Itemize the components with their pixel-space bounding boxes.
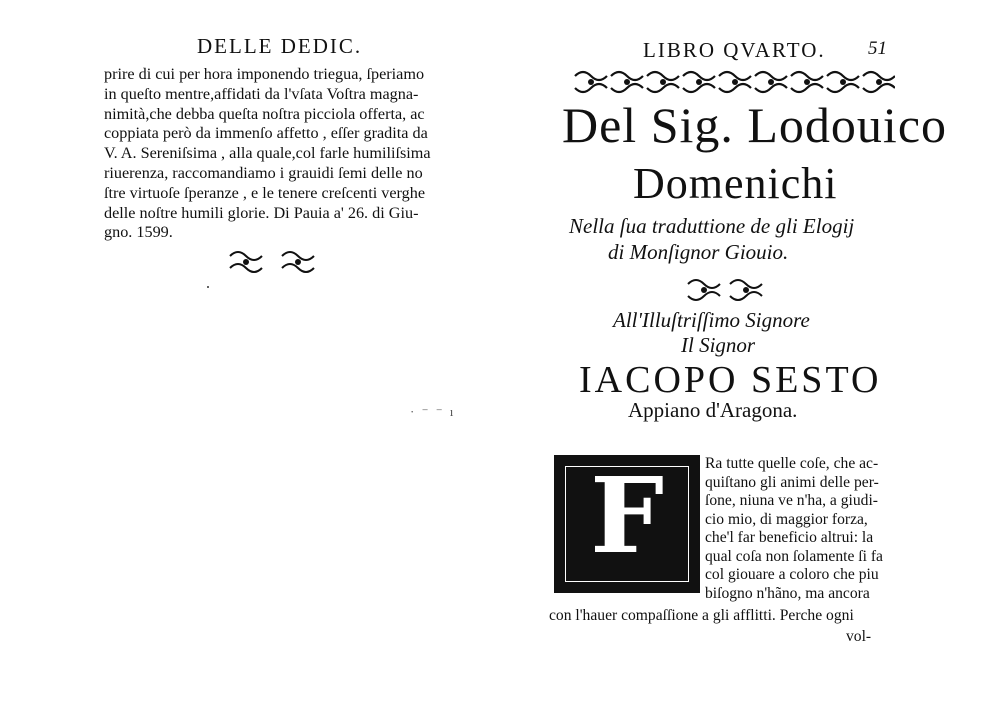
- text-line: gno. 1599.: [104, 223, 173, 242]
- paragraph-tail-line: con l'hauer compaſſione a gli afflitti. Perche ogni: [549, 607, 854, 624]
- stray-ink-dot: [207, 286, 209, 288]
- text-line: coppiata però da immenſo affetto , eſſer gradita da: [104, 124, 428, 143]
- page-number: 51: [868, 38, 887, 59]
- text-line: cio mio, di maggior forza,: [705, 510, 868, 528]
- opening-paragraph: [705, 455, 905, 603]
- subtitle-line-2: di Monſignor Giouio.: [608, 240, 789, 264]
- text-line: nimità,che debba queſta noſtra picciola offerta, ac: [104, 104, 425, 123]
- text-line: quiſtano gli animi delle per-: [705, 473, 879, 491]
- text-line: ſtre virtuoſe ſperanze , e le tenere creſcenti verghe: [104, 183, 426, 202]
- decorated-initial: [554, 455, 700, 593]
- text-line: V. A. Sereniſsima , alla quale,col farle humiliſsima: [104, 144, 431, 163]
- title-line-1: Del Sig. Lodouico: [562, 97, 948, 153]
- ornament-small-icon: [686, 274, 766, 304]
- subtitle-line-1: Nella ſua traduttione de gli Elogij: [569, 214, 855, 238]
- dedication-line-2: Il Signor: [681, 333, 756, 357]
- text-line: col giouare a coloro che piu: [705, 566, 879, 583]
- left-body-text: [104, 65, 452, 243]
- title-line-2: Domenichi: [633, 159, 838, 208]
- catchword: vol-: [846, 628, 872, 645]
- dedicatee-family: Appiano d'Aragona.: [628, 398, 798, 422]
- text-line: che'l far beneficio altrui: la: [705, 529, 874, 546]
- left-running-head: DELLE DEDIC.: [197, 34, 363, 58]
- text-line: in queſto mentre,affidati da l'vſata Voſtra magna-: [104, 84, 419, 103]
- text-line: prire di cui per hora imponendo triegua, ſperiamo: [104, 65, 425, 83]
- text-line: ſone, niuna ve n'ha, a giudi-: [705, 492, 878, 509]
- dedication-line-1: All'Illuſtriſſimo Signore: [613, 308, 810, 332]
- ornament-band-icon: [573, 66, 895, 98]
- text-line: delle noſtre humili glorie. Di Pauia a' 26. di Giu-: [104, 203, 419, 222]
- fleuron-ornament-icon: [226, 246, 322, 276]
- text-line: riuerenza, raccomandiamo i grauidi ſemi delle no: [104, 163, 423, 182]
- dedicatee-name: IACOPO SESTO: [579, 359, 882, 401]
- right-running-head: LIBRO QVARTO.: [643, 38, 826, 62]
- drop-cap-letter: F: [590, 454, 664, 577]
- text-line: Ra tutte quelle coſe, che ac-: [705, 455, 879, 472]
- text-line: biſogno n'hãno, ma ancora: [705, 584, 870, 602]
- right-page: [500, 0, 1000, 714]
- stray-ink-mark: · ⁻ ⁻ ı: [410, 404, 456, 419]
- text-line: qual coſa non ſolamente ſi fa: [705, 547, 883, 565]
